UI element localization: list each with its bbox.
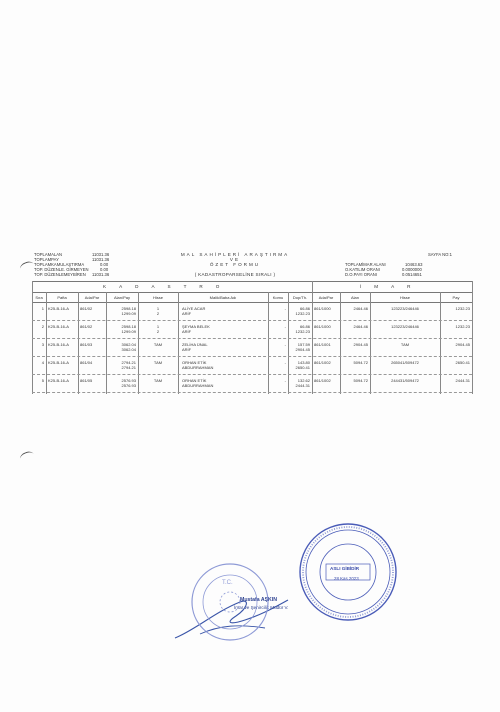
cell-malik1: ALİYE ACAR [182,306,206,311]
cell-malik1: ZELİHA ÜNAL [182,342,208,347]
cell-alan1: 2576.93 [121,378,136,383]
cell-imar-alan: 2464.46 [353,324,368,329]
cell-ada-par: 861/05 [80,378,93,383]
cell-dop2: 1232.23 [295,329,310,334]
column-header-rule [32,302,472,303]
form-title-line4: ( KADASTROPARSELİNE SIRALI ) [194,272,276,277]
summary-value: 0.00 [100,262,109,267]
cell-imar-ada: 861/1000 [314,324,331,329]
signer-name: Mustafa AŞKIN [240,597,277,603]
summary-value: 11031.36 [92,272,110,277]
cell-sira: 2 [41,324,44,329]
cell-pay: 2650.41 [455,360,470,365]
summary-label: TOPLAMALAN [34,252,63,257]
cell-dop1: 66.86 [299,306,310,311]
stamp-date: 28 Kas 2023 [334,576,359,581]
summary-right-label: O.KATILIM ORANI [345,267,380,272]
cell-malik2: ABDURRAHMAN [182,365,214,370]
cell-alan1: 3062.04 [121,342,136,347]
cell-sira: 4 [41,360,44,365]
cell-sira: 3 [41,342,44,347]
cell-imar-alan: 5094.72 [353,378,368,383]
col-header-alan-pay: Alan/Pay [113,295,130,300]
form-title-line1: MAL SAHİPLERİ ARAŞTIRMA [180,252,290,257]
binder-hole-top [19,260,35,273]
cell-hisse1: 1 [156,306,160,311]
cell-malik1: ORHAN ETİK [182,360,207,365]
cell-hisse1: TAM [153,360,163,365]
cell-ada-par: 861/04 [80,360,93,365]
cell-alan1: 2794.21 [121,360,136,365]
cell-komu: - [284,306,286,311]
cell-alan2: 2576.93 [121,383,136,388]
section-header-imar: İMAR [360,284,424,289]
cell-komu: - [284,342,286,347]
cell-dop2: 1232.23 [295,311,310,316]
summary-label: TOP. DÜZENLEMEYBİREN [34,272,86,277]
col-header-imar-hisse: Hisse [399,295,410,300]
col-header-pafta: Pafta [57,295,67,300]
col-header-pay: Pay [452,295,460,300]
cell-malik2: ARİF [182,347,192,352]
svg-text:T.C.: T.C. [222,580,233,586]
cell-imar-hisse: 265041/509472 [391,360,419,365]
cell-pafta: K25-B-16-A [48,378,69,383]
cell-pay: 2904.45 [455,342,470,347]
cell-imar-ada: 861/1002 [314,360,331,365]
col-header-imar-ada-par: Ada/Par [318,295,334,300]
header-rule [32,292,472,293]
cell-pafta: K25-B-16-A [48,324,69,329]
page-number: SAYFA NO:1 [428,252,452,257]
col-divider [46,292,47,394]
cell-alan2: 3062.04 [121,347,136,352]
cell-alan2: 1299.09 [121,311,136,316]
cell-malik2: ARİF [182,311,192,316]
col-header-ada-par: Ada/Par [84,295,100,300]
cell-ada-par: 861/03 [80,342,93,347]
col-header-dop: Dop/Th. [292,295,308,300]
cell-malik1: ORHAN ETİK [182,378,207,383]
cell-dop1: 132.62 [297,378,310,383]
cell-imar-hisse: 244431/509472 [391,378,419,383]
cell-imar-hisse: 123223/246446 [391,324,419,329]
cell-hisse2: 2 [156,329,160,334]
cell-imar-ada: 861/1002 [314,378,331,383]
cell-dop1: 143.80 [297,360,310,365]
cell-imar-alan: 2904.45 [353,342,368,347]
stamp-center-text: ASLI GİBİDİR [330,566,360,571]
cell-imar-alan: 2464.46 [353,306,368,311]
form-title-line3: ÖZET FORMU [209,262,261,267]
summary-right-value: 10463.63 [405,262,423,267]
summary-value: 11031.36 [92,257,110,262]
cell-sira: 5 [41,378,44,383]
municipality-seal-stamp [188,560,272,644]
col-header-hisse: Hisse [152,295,163,300]
cell-malik2: ABDURRAHMAN [182,383,214,388]
cell-pafta: K25-B-16-A [48,342,69,347]
col-header-alan: Alan [350,295,359,300]
cell-komu: - [284,360,286,365]
cell-malik2: ARİF [182,329,192,334]
cell-alan2: 1299.09 [121,329,136,334]
cell-sira: 1 [41,306,44,311]
summary-right-label: TOPLAMİMAR ALANI [345,262,386,267]
row-separator [32,374,472,375]
cell-komu: - [284,324,286,329]
form-title-line2: VE [229,257,241,262]
summary-label: TOPLAMKAMULAŞTIRMA [34,262,85,267]
cell-ada-par: 861/02 [80,306,93,311]
cell-dop1: 157.59 [297,342,310,347]
cell-alan2: 2794.21 [121,365,136,370]
section-header-kadastro: KADASTRO [103,284,233,289]
cell-hisse1: TAM [153,378,163,383]
col-divider [178,292,179,394]
summary-value: 0.00 [100,267,109,272]
summary-right-label: D.O.PAYI ORANI [345,272,377,277]
cell-pafta: K25-B-16-A [48,306,69,311]
col-header-komu: Komu [272,295,284,300]
cell-pafta: K25-B-16-A [48,360,69,365]
binder-hole-bottom [19,450,35,463]
summary-value: 11031.36 [92,252,110,257]
summary-right-value: 0.0514651 [402,272,422,277]
cell-alan1: 2598.18 [121,324,136,329]
table-top-rule [32,281,472,282]
signer-title: İmar ve Şehircilik Müdür V. [234,605,289,610]
row-separator [32,320,472,321]
cell-imar-alan: 5094.72 [353,360,368,365]
col-header-malik: Malik/Baba Adı [209,295,237,300]
cell-pay: 1232.23 [455,324,470,329]
row-separator [32,392,472,393]
col-divider [472,281,473,394]
cell-dop2: 2904.45 [295,347,310,352]
cell-imar-hisse: 123223/246446 [391,306,419,311]
cell-imar-ada: 861/1000 [314,306,331,311]
row-separator [32,338,472,339]
cell-komu: - [284,378,286,383]
col-header-sira: Sıra [35,295,43,300]
cell-ada-par: 861/02 [80,324,93,329]
summary-right-value: 0.0000000 [402,267,422,272]
row-separator [32,356,472,357]
cell-malik1: ŞEYMA BELEK [182,324,210,329]
cell-imar-hisse: TAM [400,342,410,347]
cell-alan1: 2598.18 [121,306,136,311]
cell-pay: 1232.23 [455,306,470,311]
cell-hisse1: TAM [153,342,163,347]
cell-dop2: 2444.31 [295,383,310,388]
cell-pay: 2444.31 [455,378,470,383]
col-divider [78,292,79,394]
cell-imar-ada: 861/1001 [314,342,331,347]
cell-dop1: 66.86 [299,324,310,329]
cell-hisse2: 2 [156,311,160,316]
summary-label: TOPLAMPAY [34,257,59,262]
directorate-seal-stamp [296,520,400,624]
cell-dop2: 2650.41 [295,365,310,370]
cell-hisse1: 1 [156,324,160,329]
summary-label: TOP. DÜZENLE. GİRMEYEN [34,267,89,272]
